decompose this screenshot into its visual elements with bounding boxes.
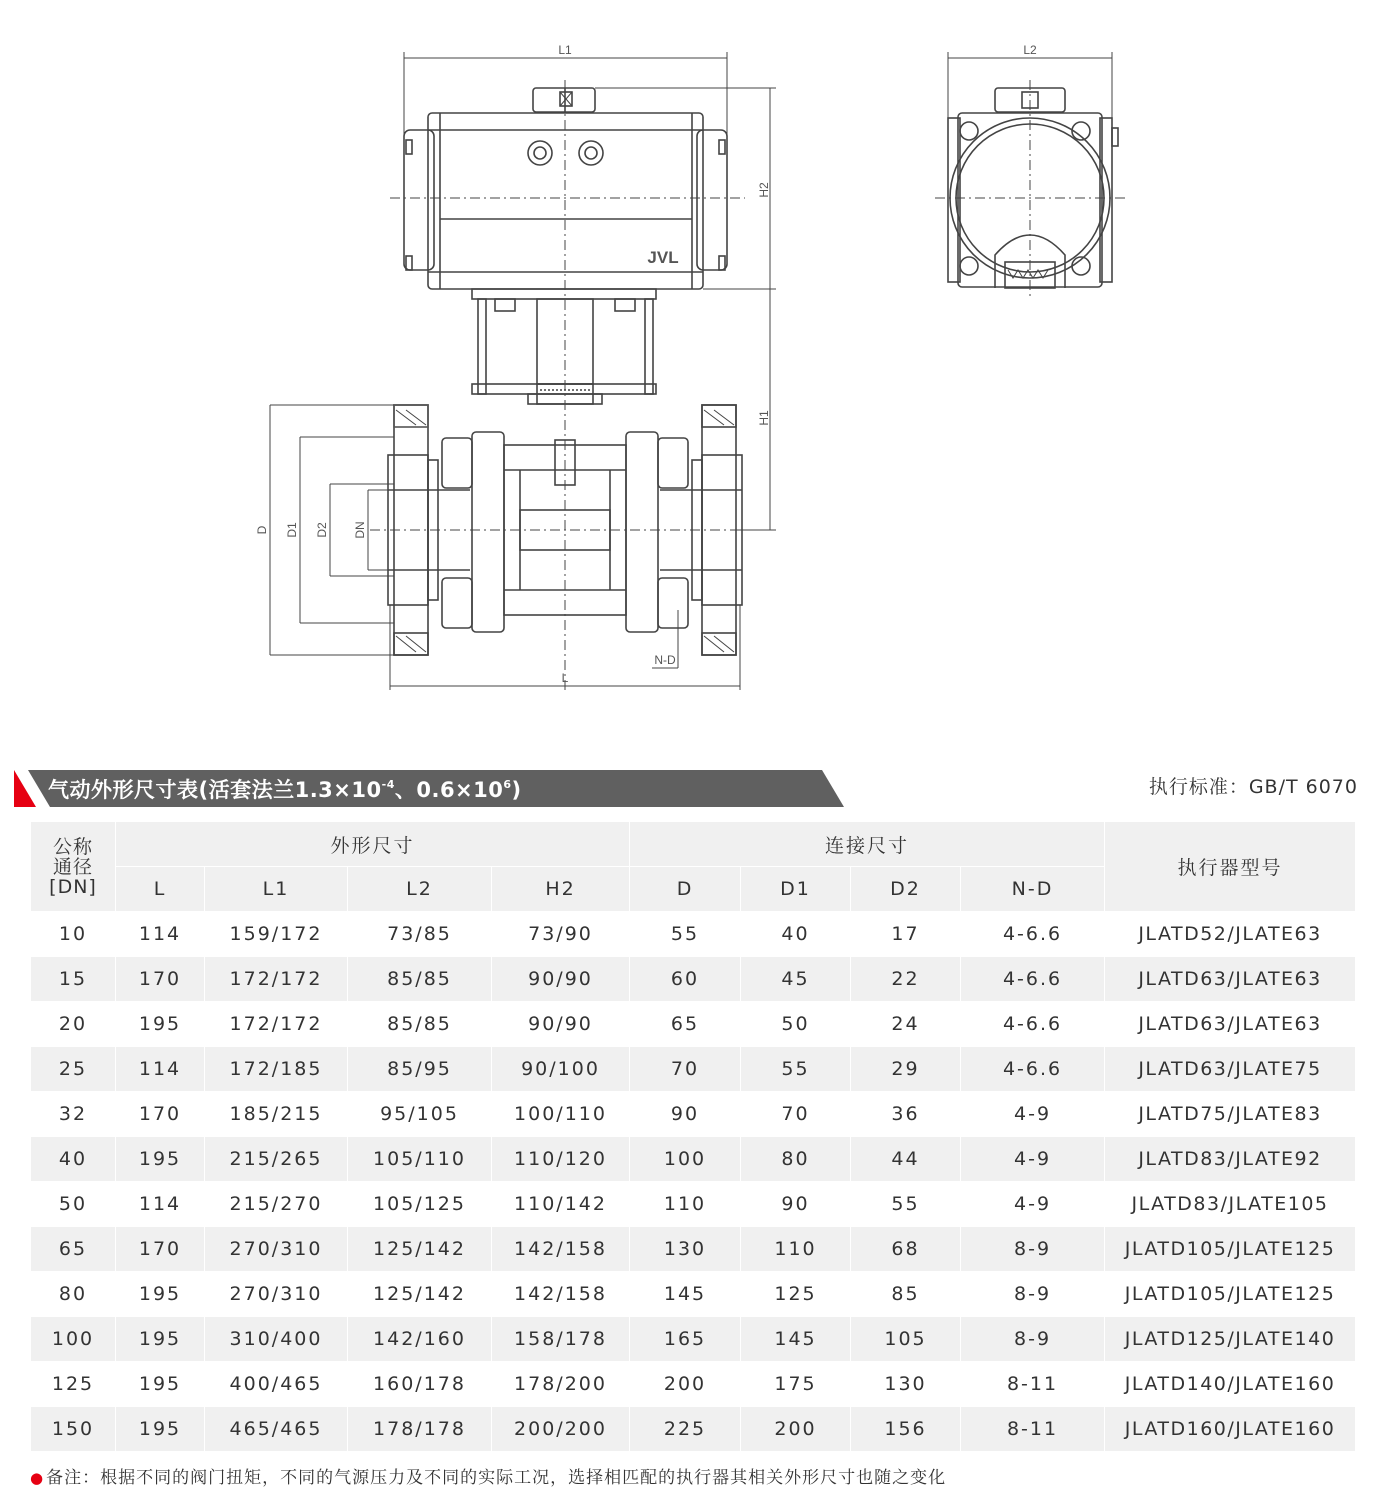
table-cell: 185/215	[205, 1092, 348, 1137]
table-row	[31, 1092, 1356, 1137]
dimension-table	[30, 821, 1356, 1452]
table-cell: 150	[31, 1407, 116, 1452]
table-cell: 15	[31, 957, 116, 1002]
table-cell: 172/185	[205, 1047, 348, 1092]
valve-technical-drawing	[0, 0, 1390, 740]
header-col-h2: H2	[492, 867, 630, 912]
label-h1: H1	[757, 410, 771, 426]
table-cell: 73/85	[348, 912, 492, 957]
table-cell: 90/100	[492, 1047, 630, 1092]
cell-actuator-model: JLATD140/JLATE160	[1105, 1362, 1356, 1407]
cell-actuator-model: JLATD63/JLATE63	[1105, 1002, 1356, 1047]
cell-actuator-model: JLATD83/JLATE105	[1105, 1182, 1356, 1227]
table-cell: 4-6.6	[961, 912, 1105, 957]
table-cell: 50	[741, 1002, 851, 1047]
table-cell: 110	[630, 1182, 741, 1227]
table-cell: 29	[851, 1047, 961, 1092]
label-dn: DN	[353, 521, 367, 539]
table-row	[31, 1182, 1356, 1227]
table-cell: 105/125	[348, 1182, 492, 1227]
table-cell: 270/310	[205, 1272, 348, 1317]
table-cell: 310/400	[205, 1317, 348, 1362]
table-cell: 170	[116, 1227, 205, 1272]
table-cell: 178/200	[492, 1362, 630, 1407]
header-col-d1: D1	[741, 867, 851, 912]
table-cell: 20	[31, 1002, 116, 1047]
table-cell: 172/172	[205, 957, 348, 1002]
header-col-nd: N-D	[961, 867, 1105, 912]
table-cell: 85/85	[348, 1002, 492, 1047]
table-cell: 114	[116, 912, 205, 957]
table-cell: 17	[851, 912, 961, 957]
table-cell: 200	[630, 1362, 741, 1407]
table-cell: 8-11	[961, 1407, 1105, 1452]
table-cell: 73/90	[492, 912, 630, 957]
table-cell: 65	[630, 1002, 741, 1047]
table-cell: 55	[630, 912, 741, 957]
table-row	[31, 1407, 1356, 1452]
cell-actuator-model: JLATD105/JLATE125	[1105, 1227, 1356, 1272]
label-l: L	[561, 671, 569, 685]
header-dn: 公称 通径 [DN]	[31, 822, 116, 912]
table-cell: 8-9	[961, 1227, 1105, 1272]
table-cell: 160/178	[348, 1362, 492, 1407]
table-cell: 55	[741, 1047, 851, 1092]
table-cell: 36	[851, 1092, 961, 1137]
table-cell: 110/142	[492, 1182, 630, 1227]
brand-logo: JVL	[647, 248, 679, 267]
mounting-bracket	[472, 289, 656, 404]
table-cell: 165	[630, 1317, 741, 1362]
table-row	[31, 1227, 1356, 1272]
table-cell: 195	[116, 1002, 205, 1047]
table-cell: 32	[31, 1092, 116, 1137]
table-cell: 215/270	[205, 1182, 348, 1227]
table-cell: 175	[741, 1362, 851, 1407]
label-d2: D2	[315, 522, 329, 538]
table-row	[31, 1362, 1356, 1407]
table-cell: 225	[630, 1407, 741, 1452]
table-cell: 159/172	[205, 912, 348, 957]
h2-dimension	[595, 88, 776, 289]
table-body	[31, 912, 1356, 1452]
table-cell: 170	[116, 1092, 205, 1137]
table-cell: 125/142	[348, 1272, 492, 1317]
table-cell: 142/158	[492, 1272, 630, 1317]
table-cell: 100/110	[492, 1092, 630, 1137]
header-col-d: D	[630, 867, 741, 912]
table-cell: 4-6.6	[961, 957, 1105, 1002]
table-cell: 60	[630, 957, 741, 1002]
table-cell: 400/465	[205, 1362, 348, 1407]
table-cell: 4-9	[961, 1092, 1105, 1137]
table-cell: 145	[630, 1272, 741, 1317]
header-col-d2: D2	[851, 867, 961, 912]
header-col-l2: L2	[348, 867, 492, 912]
table-cell: 114	[116, 1182, 205, 1227]
table-cell: 90/90	[492, 1002, 630, 1047]
table-cell: 200	[741, 1407, 851, 1452]
table-cell: 85	[851, 1272, 961, 1317]
header-col-l: L	[116, 867, 205, 912]
table-cell: 125	[31, 1362, 116, 1407]
table-cell: 50	[31, 1182, 116, 1227]
cell-actuator-model: JLATD125/JLATE140	[1105, 1317, 1356, 1362]
table-row	[31, 957, 1356, 1002]
label-d1: D1	[285, 522, 299, 538]
table-cell: 125/142	[348, 1227, 492, 1272]
table-cell: 70	[630, 1047, 741, 1092]
cell-actuator-model: JLATD160/JLATE160	[1105, 1407, 1356, 1452]
table-cell: 130	[630, 1227, 741, 1272]
table-cell: 8-11	[961, 1362, 1105, 1407]
header-col-l1: L1	[205, 867, 348, 912]
table-cell: 195	[116, 1362, 205, 1407]
footnote: ● 备注：根据不同的阀门扭矩，不同的气源压力及不同的实际工况，选择相匹配的执行器其相关外形尺寸也随之变化	[30, 1468, 947, 1488]
table-cell: 40	[31, 1137, 116, 1182]
cell-actuator-model: JLATD75/JLATE83	[1105, 1092, 1356, 1137]
table-cell: 110	[741, 1227, 851, 1272]
table-row	[31, 1137, 1356, 1182]
table-row	[31, 1002, 1356, 1047]
table-cell: 125	[741, 1272, 851, 1317]
table-cell: 40	[741, 912, 851, 957]
label-d: D	[255, 525, 269, 535]
cell-actuator-model: JLATD52/JLATE63	[1105, 912, 1356, 957]
table-cell: 8-9	[961, 1317, 1105, 1362]
table-cell: 45	[741, 957, 851, 1002]
cell-actuator-model: JLATD63/JLATE63	[1105, 957, 1356, 1002]
table-cell: 130	[851, 1362, 961, 1407]
table-cell: 4-9	[961, 1182, 1105, 1227]
table-cell: 270/310	[205, 1227, 348, 1272]
table-cell: 10	[31, 912, 116, 957]
table-row	[31, 1272, 1356, 1317]
table-cell: 195	[116, 1137, 205, 1182]
table-cell: 100	[630, 1137, 741, 1182]
table-cell: 90	[741, 1182, 851, 1227]
label-h2: H2	[757, 182, 771, 198]
table-cell: 85/95	[348, 1047, 492, 1092]
table-cell: 90	[630, 1092, 741, 1137]
table-cell: 24	[851, 1002, 961, 1047]
section-title: 气动外形尺寸表(活套法兰$1.3\times 10^{-4}$、$0.6\times 10^6$)	[48, 778, 522, 802]
cell-actuator-model: JLATD105/JLATE125	[1105, 1272, 1356, 1317]
table-cell: 215/265	[205, 1137, 348, 1182]
table-cell: 8-9	[961, 1272, 1105, 1317]
table-cell: 200/200	[492, 1407, 630, 1452]
table-cell: 156	[851, 1407, 961, 1452]
table-cell: 25	[31, 1047, 116, 1092]
table-row	[31, 1317, 1356, 1362]
table-cell: 80	[31, 1272, 116, 1317]
header-actuator-model: 执行器型号	[1105, 822, 1356, 912]
table-cell: 44	[851, 1137, 961, 1182]
table-cell: 178/178	[348, 1407, 492, 1452]
table-cell: 70	[741, 1092, 851, 1137]
table-cell: 195	[116, 1317, 205, 1362]
h1-dimension	[740, 289, 776, 530]
table-cell: 110/120	[492, 1137, 630, 1182]
table-cell: 105/110	[348, 1137, 492, 1182]
table-cell: 4-6.6	[961, 1047, 1105, 1092]
table-cell: 158/178	[492, 1317, 630, 1362]
table-cell: 4-6.6	[961, 1002, 1105, 1047]
table-cell: 114	[116, 1047, 205, 1092]
header-outer-dimensions: 外形尺寸	[116, 822, 630, 867]
table-cell: 145	[741, 1317, 851, 1362]
table-cell: 195	[116, 1272, 205, 1317]
table-cell: 170	[116, 957, 205, 1002]
table-row	[31, 1047, 1356, 1092]
bullet-dot-icon: ●	[30, 1469, 45, 1487]
table-cell: 142/160	[348, 1317, 492, 1362]
table-cell: 4-9	[961, 1137, 1105, 1182]
table-cell: 172/172	[205, 1002, 348, 1047]
cell-actuator-model: JLATD83/JLATE92	[1105, 1137, 1356, 1182]
table-cell: 90/90	[492, 957, 630, 1002]
standard-label: 执行标准：GB/T 6070	[1148, 776, 1358, 798]
header-connection-dimensions: 连接尺寸	[630, 822, 1105, 867]
table-cell: 142/158	[492, 1227, 630, 1272]
table-cell: 195	[116, 1407, 205, 1452]
label-l1: L1	[558, 43, 572, 57]
table-cell: 95/105	[348, 1092, 492, 1137]
table-row	[31, 912, 1356, 957]
actuator-indicator	[533, 88, 595, 112]
label-l2: L2	[1023, 43, 1037, 57]
table-cell: 22	[851, 957, 961, 1002]
table-cell: 100	[31, 1317, 116, 1362]
table-cell: 55	[851, 1182, 961, 1227]
table-cell: 465/465	[205, 1407, 348, 1452]
table-cell: 105	[851, 1317, 961, 1362]
actuator-side-view	[948, 88, 1118, 288]
label-nd: N-D	[654, 653, 676, 667]
table-cell: 65	[31, 1227, 116, 1272]
cell-actuator-model: JLATD63/JLATE75	[1105, 1047, 1356, 1092]
table-cell: 80	[741, 1137, 851, 1182]
table-cell: 85/85	[348, 957, 492, 1002]
table-cell: 68	[851, 1227, 961, 1272]
